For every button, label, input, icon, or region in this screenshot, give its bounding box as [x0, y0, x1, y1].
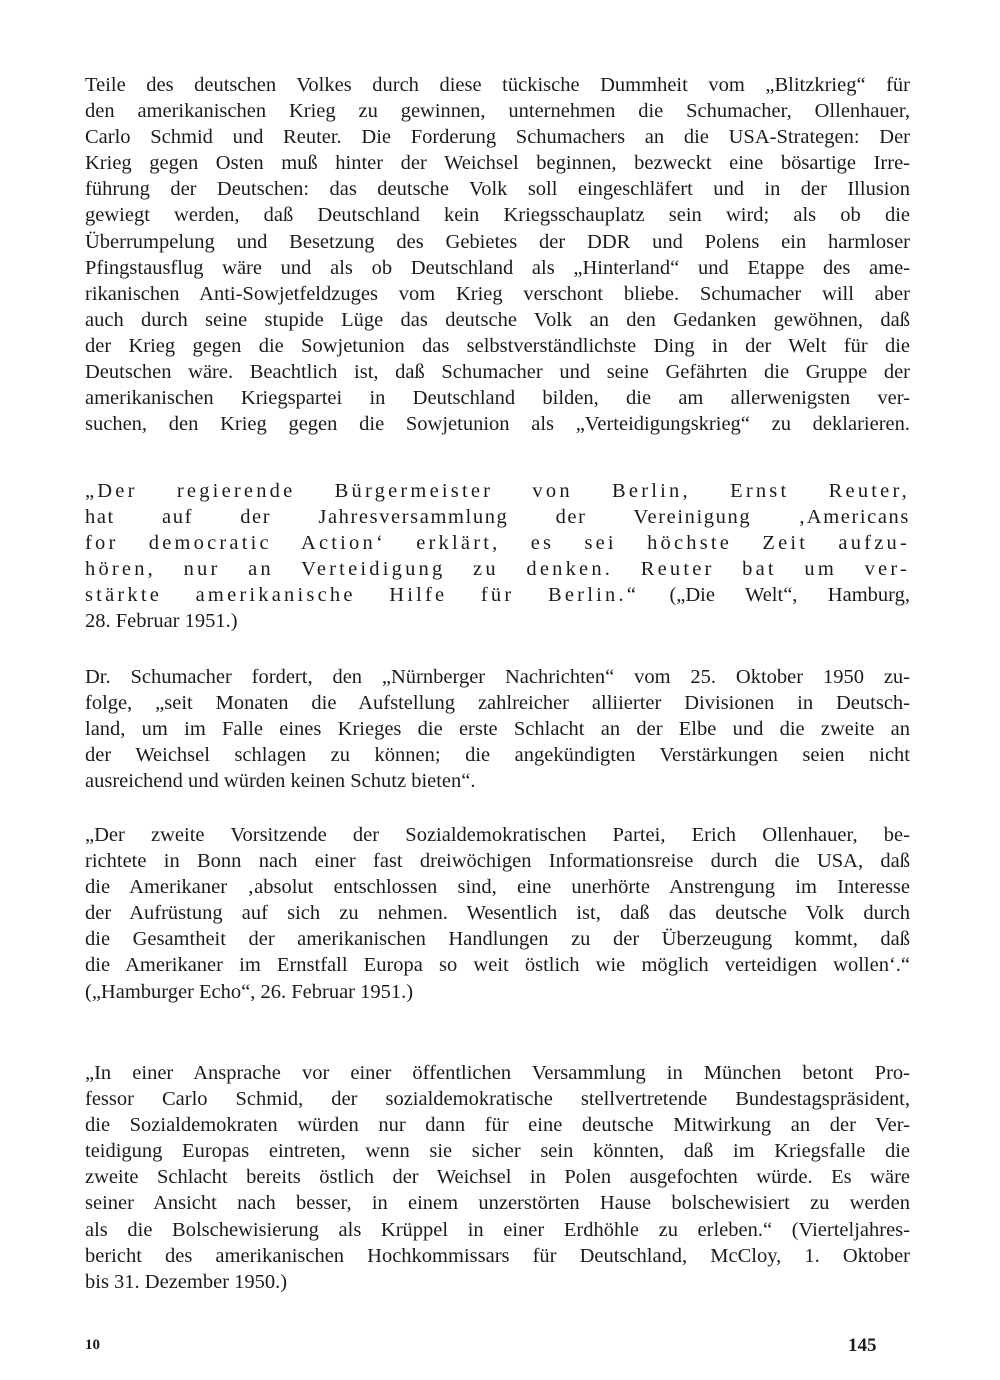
- text-line: bis 31. Dezember 1950.): [85, 1270, 288, 1293]
- text-line: Deutschen wäre. Beachtlich ist, daß Schumacher und seine Gefährten die Gruppe der: [85, 361, 910, 384]
- text-line: Teile des deutschen Volkes durch diese tückische Dummheit vom „Blitzkrieg“ für: [85, 74, 910, 96]
- text-line: folge, „seit Monaten die Aufstellung zahlreicher alliierter Divisionen in Deutsch-: [85, 692, 910, 715]
- text-line: der Krieg gegen die Sowjetunion das selbstverständlichste Ding in der Welt für die: [85, 334, 910, 357]
- text-line: fessor Carlo Schmid, der sozialdemokratische stellvertretende Bundestagspräsident,: [85, 1088, 910, 1111]
- text-line: die Amerikaner im Ernstfall Europa so weit östlich wie möglich verteidigen wollen‘.“: [85, 954, 910, 977]
- text-line: [85, 582, 910, 608]
- paragraph-1: [85, 72, 910, 437]
- text-line: Carlo Schmid und Reuter. Die Forderung Schumachers an die USA-Strategen: Der: [85, 126, 910, 149]
- page-number: 145: [848, 1335, 877, 1356]
- text-line: zweite Schlacht bereits östlich der Weichsel in Polen ausgefochten würde. Es wäre: [85, 1166, 910, 1189]
- text-line: „Der regierende Bürgermeister von Berlin, Ernst Reuter,: [85, 480, 910, 502]
- paragraph-2-quote-reuter: [85, 478, 910, 635]
- text-line: rikanischen Anti-Sowjetfeldzuges vom Krieg verschont bliebe. Schumacher will aber: [85, 282, 910, 305]
- text-line: Dr. Schumacher fordert, den „Nürnberger Nachrichten“ vom 25. Oktober 1950 zu-: [85, 666, 910, 688]
- text-line: for democratic Action‘ erklärt, es sei höchste Zeit aufzu-: [85, 532, 910, 555]
- text-line: gewiegt werden, daß Deutschland kein Kriegsschauplatz sein wird; als ob die: [85, 204, 910, 227]
- text-line: auch durch seine stupide Lüge das deutsche Volk an den Gedanken gewöhnen, daß: [85, 308, 910, 331]
- text-line: Pfingstausflug wäre und als ob Deutschland als „Hinterland“ und Etappe des ame-: [85, 256, 910, 279]
- text-line: („Hamburger Echo“, 26. Februar 1951.): [85, 980, 414, 1003]
- printer-signature: 10: [85, 1337, 100, 1353]
- text-line: die Gesamtheit der amerikanischen Handlungen zu der Überzeugung kommt, daß: [85, 928, 910, 951]
- text-line: führung der Deutschen: das deutsche Volk soll eingeschläfert und in der Illusion: [85, 178, 910, 201]
- text-line: suchen, den Krieg gegen die Sowjetunion als „Verteidigungskrieg“ zu deklarieren.: [85, 413, 910, 436]
- text-line: land, um im Falle eines Krieges die erste Schlacht an der Elbe und die zweite an: [85, 718, 910, 741]
- text-line: hören, nur an Verteidigung zu denken. Reuter bat um ver-: [85, 558, 910, 581]
- paragraph-5: [85, 1060, 910, 1295]
- text-line: amerikanischen Kriegspartei in Deutschland bilden, die am allerwenigsten ver-: [85, 387, 910, 410]
- text-line: der Aufrüstung auf sich zu nehmen. Wesentlich ist, daß das deutsche Volk durch: [85, 902, 910, 925]
- citation-text: („Die Welt“, Hamburg,: [669, 584, 910, 607]
- spaced-text: stärkte amerikanische Hilfe für Berlin.“: [85, 584, 640, 607]
- paragraph-4: [85, 822, 910, 1005]
- text-line: hat auf der Jahresversammlung der Vereinigung ‚Americans: [85, 506, 910, 529]
- text-line: teidigung Europas eintreten, wenn sie sicher sein könnten, daß im Kriegsfalle die: [85, 1140, 910, 1163]
- paragraph-3: [85, 664, 910, 794]
- text-line: als die Bolschewisierung als Krüppel in einer Erdhöhle zu erleben.“ (Vierteljahres-: [85, 1218, 910, 1241]
- text-line: den amerikanischen Krieg zu gewinnen, unternehmen die Schumacher, Ollenhauer,: [85, 100, 910, 123]
- text-line: „Der zweite Vorsitzende der Sozialdemokratischen Partei, Erich Ollenhauer, be-: [85, 824, 910, 846]
- text-line: bericht des amerikanischen Hochkommissars für Deutschland, McCloy, 1. Oktober: [85, 1244, 910, 1267]
- text-line: die Sozialdemokraten würden nur dann für eine deutsche Mitwirkung an der Ver-: [85, 1114, 910, 1137]
- text-line: 28. Februar 1951.): [85, 610, 238, 633]
- text-line: die Amerikaner ‚absolut entschlossen sind, eine unerhörte Anstrengung im Interesse: [85, 876, 910, 899]
- text-line: „In einer Ansprache vor einer öffentlichen Versammlung in München betont Pro-: [85, 1062, 910, 1084]
- text-line: Krieg gegen Osten muß hinter der Weichsel beginnen, bezweckt eine bösartige Irre-: [85, 152, 910, 175]
- text-line: ausreichend und würden keinen Schutz bieten“.: [85, 770, 476, 793]
- text-line: Überrumpelung und Besetzung des Gebietes der DDR und Polens ein harmloser: [85, 230, 910, 253]
- text-line: seiner Ansicht nach besser, in einem unzerstörten Hause bolschewisiert zu werden: [85, 1192, 910, 1215]
- text-line: der Weichsel schlagen zu können; die angekündigten Verstärkungen seien nicht: [85, 744, 910, 767]
- text-line: richtete in Bonn nach einer fast dreiwöchigen Informationsreise durch die USA, daß: [85, 850, 910, 873]
